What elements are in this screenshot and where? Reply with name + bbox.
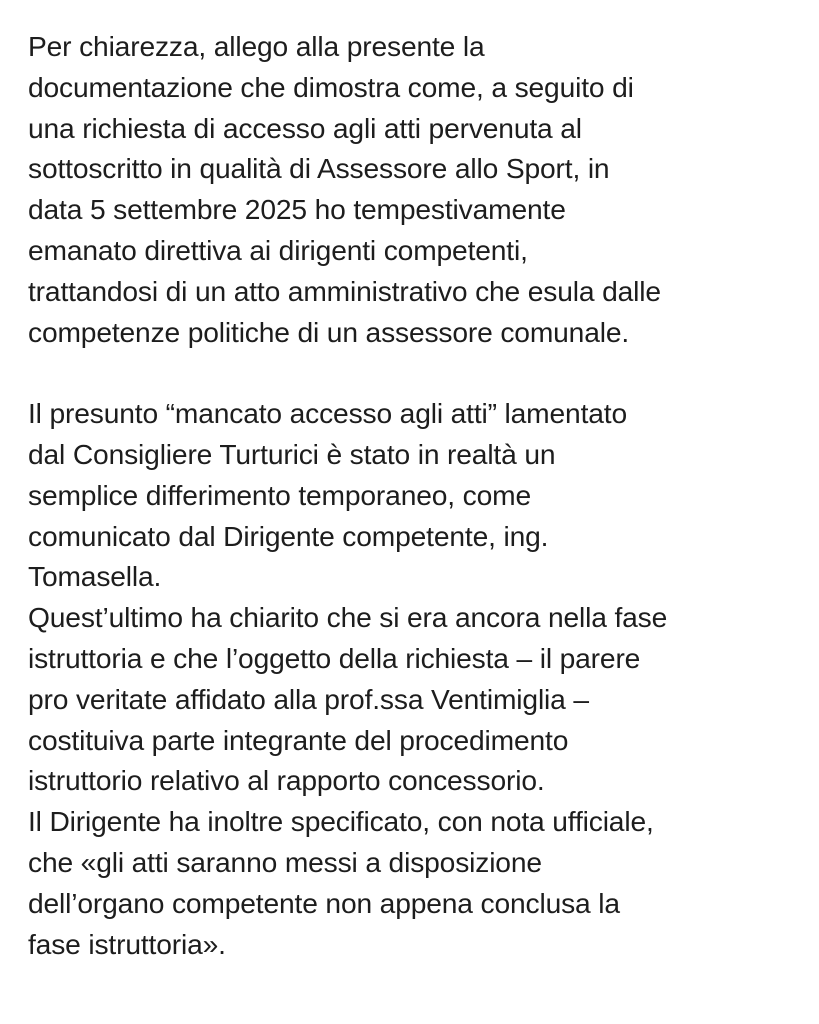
text-line: Il presunto “mancato accesso agli atti” lamentato	[28, 397, 627, 430]
text-line: Per chiarezza, allego alla presente la	[28, 30, 485, 62]
text-line: trattandosi di un atto amministrativo che esula dalle	[28, 274, 661, 307]
text-line: Il Dirigente ha inoltre specificato, con nota ufficiale,	[28, 805, 654, 838]
text-line: Tomasella.	[28, 560, 162, 593]
text-line: pro veritate affidato alla prof.ssa Ventimiglia –	[28, 682, 589, 715]
text-line: documentazione che dimostra come, a seguito di	[28, 70, 634, 103]
paragraph-3	[28, 597, 808, 801]
text-line: dell’organo competente non appena conclusa la	[28, 886, 620, 919]
paragraph-spacer	[28, 352, 808, 393]
text-line: comunicato dal Dirigente competente, ing.	[28, 519, 549, 552]
paragraph-1	[28, 26, 808, 352]
text-line: istruttoria e che l’oggetto della richiesta – il parere	[28, 641, 641, 674]
text-line: fase istruttoria».	[28, 927, 226, 960]
text-line: sottoscritto in qualità di Assessore allo Sport, in	[28, 152, 610, 185]
text-line: Quest’ultimo ha chiarito che si era ancora nella fase	[28, 601, 668, 634]
message-text	[28, 26, 808, 964]
text-line: costituiva parte integrante del procedimento	[28, 723, 569, 756]
text-line: semplice differimento temporaneo, come	[28, 478, 531, 511]
paragraph-4	[28, 801, 808, 964]
text-line: competenze politiche di un assessore comunale.	[28, 315, 630, 348]
text-line: che «gli atti saranno messi a disposizione	[28, 845, 542, 878]
text-line: dal Consigliere Turturici è stato in realtà un	[28, 437, 556, 470]
text-line: data 5 settembre 2025 ho tempestivamente	[28, 193, 566, 226]
text-line: istruttorio relativo al rapporto concessorio.	[28, 764, 545, 797]
paragraph-2	[28, 393, 808, 597]
text-line: emanato direttiva ai dirigenti competenti,	[28, 233, 528, 266]
text-line: una richiesta di accesso agli atti pervenuta al	[28, 111, 582, 144]
